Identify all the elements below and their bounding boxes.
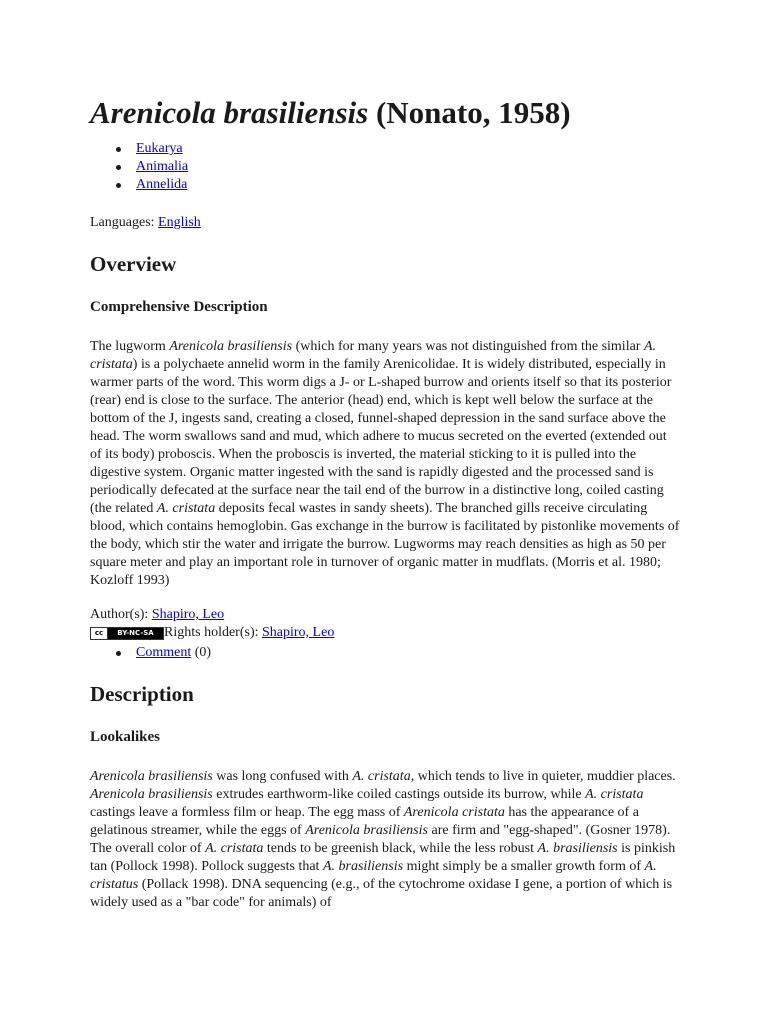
author-row xyxy=(90,606,680,624)
comment-item xyxy=(90,644,680,662)
rights-label: Rights holder(s): xyxy=(164,625,259,640)
taxonomy-link-animalia[interactable]: Animalia xyxy=(136,159,189,174)
italic-term: A. cristata xyxy=(352,769,411,784)
species-name: Arenicola brasiliensis xyxy=(90,95,369,130)
italic-term: A. cristata xyxy=(156,501,216,516)
languages-row xyxy=(90,214,680,232)
lookalikes-heading: Lookalikes xyxy=(90,729,161,745)
taxonomy-link-eukarya[interactable]: Eukarya xyxy=(136,141,183,156)
author-label: Author(s): xyxy=(90,607,149,622)
comment-count: (0) xyxy=(194,645,212,660)
bullet-icon xyxy=(116,165,121,170)
italic-term: A. cristata xyxy=(205,841,264,856)
language-link-english[interactable]: English xyxy=(158,215,201,230)
taxonomy-list xyxy=(90,140,680,194)
bullet-icon xyxy=(116,183,121,188)
rights-holder-link[interactable]: Shapiro, Leo xyxy=(262,625,335,640)
italic-term: A. brasiliensis xyxy=(322,859,404,874)
italic-term: A. cristatus xyxy=(90,859,657,892)
italic-term: A. cristata xyxy=(90,339,657,372)
lookalikes-paragraph: Arenicola brasiliensis was long confused with A. cristata, which tends to live in quieter, muddier places. Arenicola brasiliensis extrudes earthworm-like coiled castings outside its burrow, while A. cristata castings leave a formless film or heap. The egg mass of Arenicola cristata has the appearance of a gelatinous streamer, while the eggs of Arenicola brasiliensis are firm and "egg-shaped". (Gosner 1978). The overall color of A. cristata tends to be greenish black, while the less robust A. brasiliensis is pinkish tan (Pollock 1998). Pollock suggests that A. brasiliensis might simply be a smaller growth form of A. cristatus (Pollack 1998). DNA sequencing (e.g., of the cytochrome oxidase I gene, a portion of which is widely used as a "bar code" for animals) of xyxy=(90,769,676,910)
author-link[interactable]: Shapiro, Leo xyxy=(151,607,225,622)
license-terms: BY-NC-SA xyxy=(108,628,163,639)
languages-label: Languages: xyxy=(90,215,155,230)
overview-heading: Overview xyxy=(90,252,177,276)
taxonomy-item xyxy=(90,176,680,194)
italic-term: A. brasiliensis xyxy=(537,841,618,856)
page-title xyxy=(90,0,680,130)
species-authority: (Nonato, 1958) xyxy=(375,95,571,130)
rights-row xyxy=(90,624,680,642)
taxonomy-item xyxy=(90,140,680,158)
cc-icon: cc xyxy=(91,628,108,639)
italic-term: A. cristata xyxy=(585,787,644,802)
comprehensive-description-heading: Comprehensive Description xyxy=(90,299,268,315)
italic-term: Arenicola cristata xyxy=(403,805,505,820)
italic-term: Arenicola brasiliensis xyxy=(90,787,213,802)
italic-term: Arenicola brasiliensis xyxy=(305,823,428,838)
italic-term: Arenicola brasiliensis xyxy=(90,769,213,784)
italic-term: Arenicola brasiliensis xyxy=(169,339,293,354)
comment-link[interactable]: Comment xyxy=(136,645,192,660)
taxonomy-item xyxy=(90,158,680,176)
bullet-icon xyxy=(116,651,121,656)
description-heading: Description xyxy=(90,682,194,706)
taxonomy-link-annelida[interactable]: Annelida xyxy=(136,177,188,192)
overview-paragraph: The lugworm Arenicola brasiliensis (which for many years was not distinguished from the similar A. cristata) is a polychaete annelid worm in the family Arenicolidae. It is widely distributed, especially in warmer parts of the word. This worm digs a J- or L-shaped burrow and orients itself so that its posterior (rear) end is close to the surface. The anterior (head) end, which is kept well below the surface at the bottom of the J, ingests sand, creating a closed, funnel-shaped depression in the sand surface above the head. The worm swallows sand and mud, which adhere to mucus secreted on the everted (extended out of its body) proboscis. When the proboscis is inverted, the material sticking to it is pulled into the digestive system. Organic matter ingested with the sand is rapidly digested and the processed sand is periodically defecated at the surface near the tail end of the burrow in a distinctive long, coiled casting (the related A. cristata deposits fecal wastes in sandy sheets). The branched gills receive circulating blood, which contains hemoglobin. Gas exchange in the burrow is facilitated by pistonlike movements of the body, which stir the water and irrigate the burrow. Lugworms may reach densities as high as 50 per square meter and play an important role in turnover of organic matter in mudflats. (Morris et al. 1980; Kozloff 1993) xyxy=(90,339,680,588)
bullet-icon xyxy=(116,147,121,152)
comment-list xyxy=(90,644,680,662)
license-badge[interactable] xyxy=(90,627,164,640)
